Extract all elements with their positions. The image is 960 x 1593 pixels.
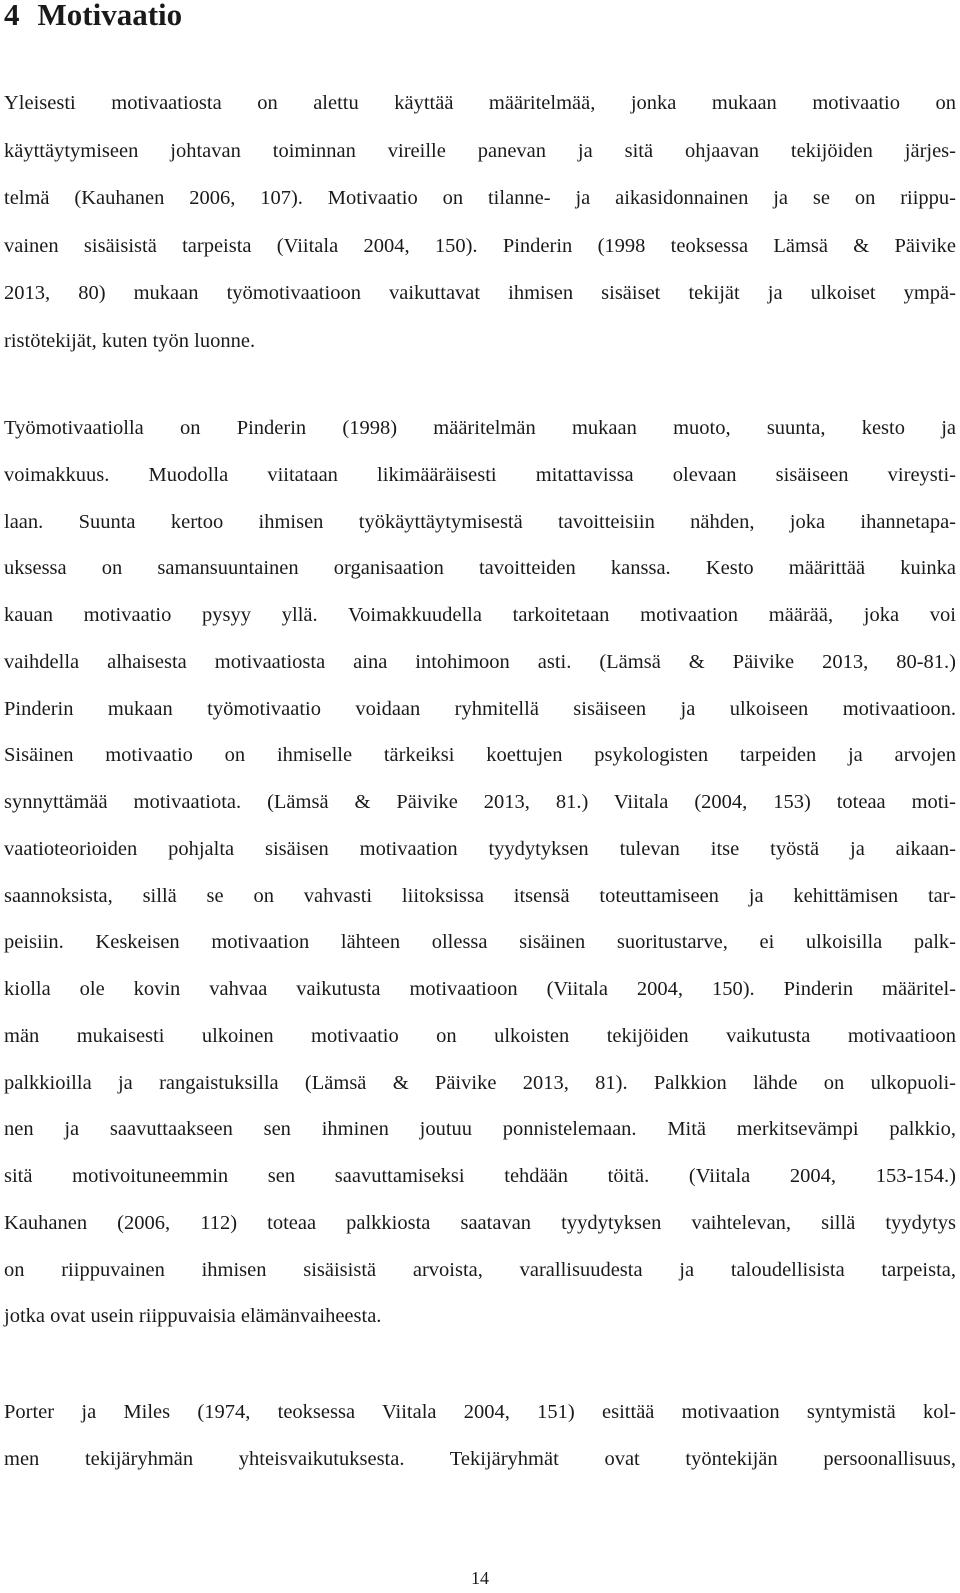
text-line: käyttäytymiseen johtavan toiminnan vireille panevan ja sitä ohjaavan tekijöiden järjes- [4, 139, 956, 162]
text-line: palkkioilla ja rangaistuksilla (Lämsä & Päivike 2013, 81). Palkkion lähde on ulkopuoli- [4, 1071, 956, 1094]
text-line: Sisäinen motivaatio on ihmiselle tärkeiksi koettujen psykologisten tarpeiden ja arvojen [4, 744, 956, 767]
text-line: vainen sisäisistä tarpeista (Viitala 2004, 150). Pinderin (1998 teoksessa Lämsä & Päivike [4, 234, 956, 257]
text-line: kiolla ole kovin vahvaa vaikutusta motivaatioon (Viitala 2004, 150). Pinderin määritel- [4, 978, 956, 1000]
text-line: on riippuvainen ihmisen sisäisistä arvoista, varallisuudesta ja taloudellisista tarpeista, [4, 1258, 956, 1281]
text-line: peisiin. Keskeisen motivaation lähteen ollessa sisäinen suoritustarve, ei ulkoisilla palk- [4, 931, 956, 954]
text-line: Pinderin mukaan työmotivaatio voidaan ryhmitellä sisäiseen ja ulkoiseen motivaatioon. [4, 697, 956, 720]
text-line: nen ja saavuttaakseen sen ihminen joutuu ponnistelemaan. Mitä merkitsevämpi palkkio, [4, 1118, 956, 1141]
section-title: Motivaatio [37, 0, 183, 32]
text-line: sitä motivoituneemmin sen saavuttamiseksi tehdään töitä. (Viitala 2004, 153-154.) [4, 1165, 956, 1187]
text-line: vaatioteorioiden pohjalta sisäisen motivaation tyydytyksen tulevan itse työstä ja aikaan- [4, 837, 956, 860]
text-line: ristötekijät, kuten työn luonne. [4, 330, 256, 352]
text-line: saannoksista, sillä se on vahvasti liitoksissa itsensä toteuttamiseen ja kehittämisen tar- [4, 884, 956, 907]
text-line: synnyttämää motivaatiota. (Lämsä & Päivike 2013, 81.) Viitala (2004, 153) toteaa moti- [4, 791, 956, 813]
page-number: 14 [471, 1568, 489, 1588]
text-line: kauan motivaatio pysyy yllä. Voimakkuudella tarkoitetaan motivaation määrää, joka voi [4, 604, 956, 626]
text-line: uksessa on samansuuntainen organisaation tavoitteiden kanssa. Kesto määrittää kuinka [4, 557, 956, 580]
section-heading [4, 0, 182, 33]
text-line: laan. Suunta kertoo ihmisen työkäyttäytymisestä tavoitteisiin nähden, joka ihannetapa- [4, 510, 956, 533]
section-number: 4 [4, 0, 20, 32]
text-line: telmä (Kauhanen 2006, 107). Motivaatio on tilanne- ja aikasidonnainen ja se on riippu- [4, 187, 956, 210]
text-line: vaihdella alhaisesta motivaatiosta aina intohimoon asti. (Lämsä & Päivike 2013, 80-81.) [4, 650, 956, 673]
text-line: voimakkuus. Muodolla viitataan likimääräisesti mitattavissa olevaan sisäiseen vireysti- [4, 463, 956, 486]
text-line: Työmotivaatiolla on Pinderin (1998) määritelmän mukaan muoto, suunta, kesto ja [4, 417, 956, 439]
text-line: män mukaisesti ulkoinen motivaatio on ulkoisten tekijöiden vaikutusta motivaatioon [4, 1024, 956, 1047]
text-line: men tekijäryhmän yhteisvaikutuksesta. Tekijäryhmät ovat työntekijän persoonallisuus, [4, 1447, 956, 1470]
text-line: Porter ja Miles (1974, teoksessa Viitala 2004, 151) esittää motivaation syntymistä kol- [4, 1401, 956, 1423]
text-line: Kauhanen (2006, 112) toteaa palkkiosta saatavan tyydytyksen vaihtelevan, sillä tyydytys [4, 1211, 956, 1234]
text-line: Yleisesti motivaatiosta on alettu käyttää määritelmää, jonka mukaan motivaatio on [4, 92, 956, 114]
text-line: jotka ovat usein riippuvaisia elämänvaiheesta. [4, 1305, 382, 1328]
text-line: 2013, 80) mukaan työmotivaatioon vaikuttavat ihmisen sisäiset tekijät ja ulkoiset ympä- [4, 282, 956, 305]
